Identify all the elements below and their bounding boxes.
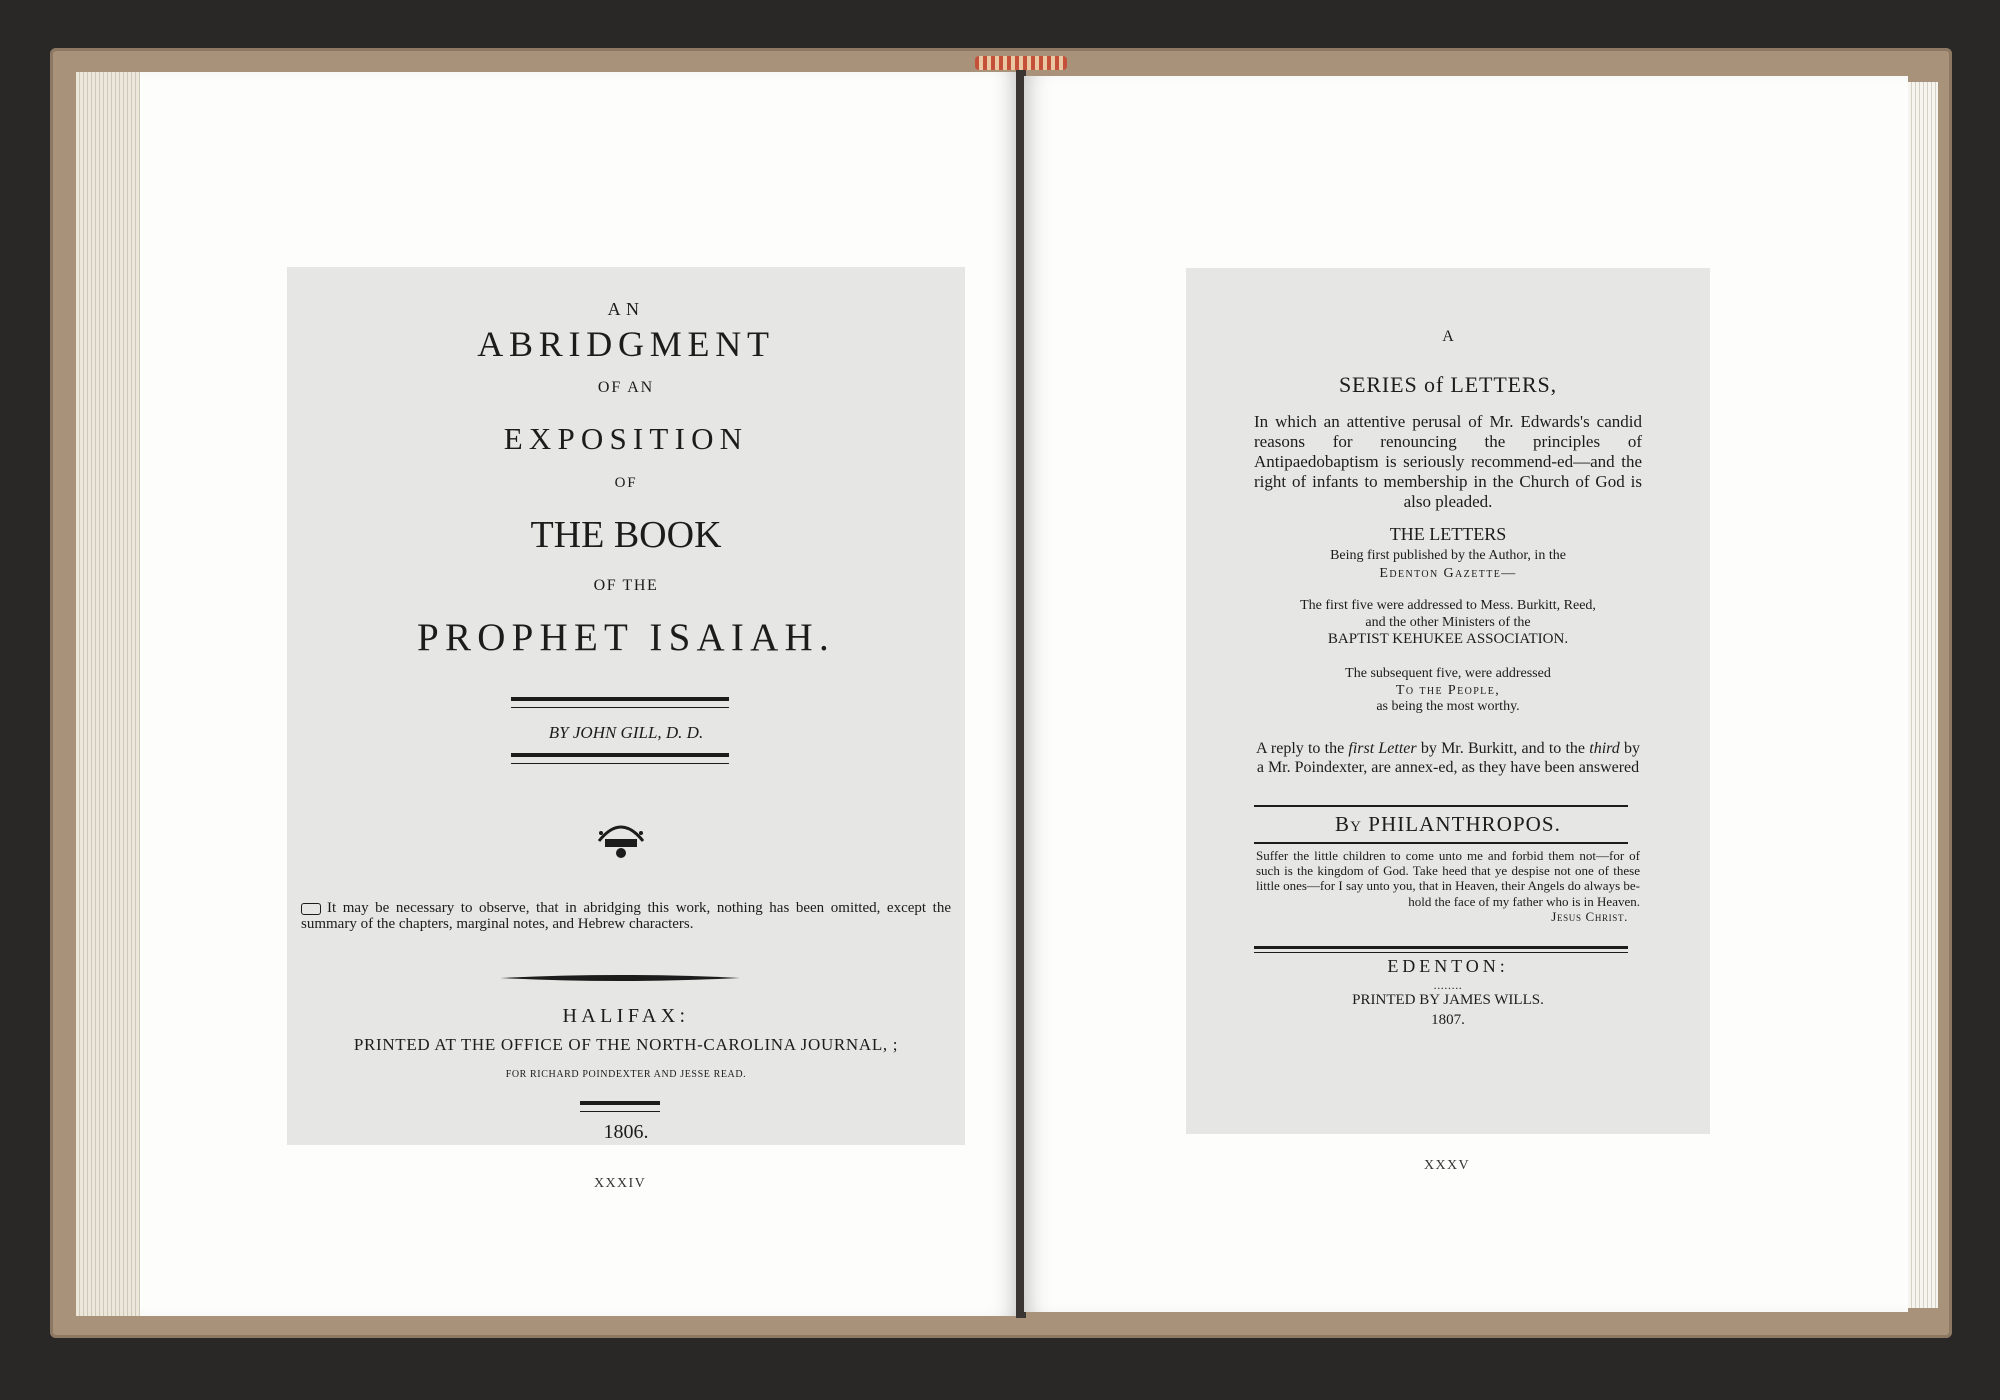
epigraph-attribution: Jesus Christ.: [1551, 908, 1628, 924]
binding-thread: [975, 56, 1067, 70]
reply-note: [1256, 740, 1640, 778]
epigraph-text: Suffer the little children to come unto me and forbid them not—for of such is the kingdom of God. Take heed that ye despise not one of these little ones—for I say unto you, that in Heaven, their Angels do always be-hold the face of my father who is in Heaven.: [1256, 848, 1640, 909]
rule: [1254, 842, 1628, 844]
page-edges-right: [1904, 82, 1938, 1308]
text-run: third: [1589, 740, 1620, 757]
double-rule: [580, 1101, 660, 1112]
title-line: PROPHET ISAIAH.: [417, 616, 835, 659]
double-rule: [511, 697, 729, 708]
imprint-year: 1806.: [603, 1121, 649, 1143]
pointing-hand-icon: [301, 903, 321, 915]
title-description: In which an attentive perusal of Mr. Edwards's candid reasons for renouncing the principles of Antipaedobaptism is seriously recommend-ed—and the right of infants to membership in the Church of God is also pleaded.: [1254, 412, 1642, 512]
imprint-dots: ........: [1433, 978, 1463, 992]
epigraph: [1256, 848, 1640, 924]
title-page-plate-isaiah: [287, 267, 965, 1145]
title-line: ABRIDGMENT: [477, 324, 775, 364]
text-line: The first five were addressed to Mess. Burkitt, Reed,: [1300, 598, 1596, 613]
imprint-for: FOR RICHARD POINDEXTER AND JESSE READ.: [505, 1069, 747, 1080]
text-run: A reply to the: [1256, 740, 1349, 757]
page-edges-left: [76, 72, 146, 1316]
title-page-plate-letters: [1186, 268, 1710, 1134]
text-run: by Mr. Burkitt, and to the: [1416, 740, 1590, 757]
letters-first-five: [1246, 598, 1650, 649]
letters-publication: Being first published by the Author, in the: [1330, 548, 1566, 563]
text-line: The subsequent five, were addressed: [1345, 666, 1551, 681]
editorial-note: [301, 901, 951, 933]
text-line: BAPTIST KEHUKEE ASSOCIATION.: [1327, 631, 1569, 648]
imprint-place: EDENTON:: [1387, 956, 1509, 976]
imprint-printer: PRINTED BY JAMES WILLS.: [1352, 992, 1544, 1008]
text-run: first Letter: [1348, 740, 1417, 757]
text-run: by a Mr. Poindexter, are annex-ed, as they have been answered: [1256, 740, 1640, 776]
printer-ornament-icon: [591, 811, 651, 861]
swash-rule: [500, 973, 740, 983]
letters-gazette: Edenton Gazette—: [1379, 566, 1517, 581]
title-line: OF AN: [597, 379, 655, 396]
title-line: SERIES of LETTERS,: [1338, 372, 1558, 397]
author-line: By PHILANTHROPOS.: [1335, 812, 1561, 836]
imprint-year: 1807.: [1431, 1012, 1465, 1028]
text-line: and the other Ministers of the: [1365, 614, 1531, 630]
text-line: as being the most worthy.: [1376, 699, 1520, 715]
text-line: To the People,: [1395, 682, 1501, 698]
page-number-left: XXXIV: [594, 1176, 647, 1191]
imprint-printer: PRINTED AT THE OFFICE OF THE NORTH-CAROLINA JOURNAL, ;: [353, 1035, 899, 1054]
title-line: OF: [614, 475, 638, 491]
title-line: AN: [607, 299, 645, 319]
letters-heading: THE LETTERS: [1389, 524, 1507, 544]
rule: [1254, 805, 1628, 807]
title-line: OF THE: [593, 577, 659, 594]
author-line: BY JOHN GILL, D. D.: [548, 723, 704, 742]
title-line: A: [1442, 328, 1454, 345]
page-number-right: XXXV: [1424, 1158, 1471, 1173]
note-text: It may be necessary to observe, that in abridging this work, nothing has been omitted, except the summary of the chapters, marginal notes, and Hebrew characters.: [301, 900, 951, 932]
title-line: EXPOSITION: [503, 421, 749, 456]
letters-subsequent: [1246, 666, 1650, 716]
title-line: THE BOOK: [530, 514, 722, 556]
double-rule: [1254, 946, 1628, 953]
imprint-place: HALIFAX:: [562, 1005, 690, 1027]
double-rule: [511, 753, 729, 764]
